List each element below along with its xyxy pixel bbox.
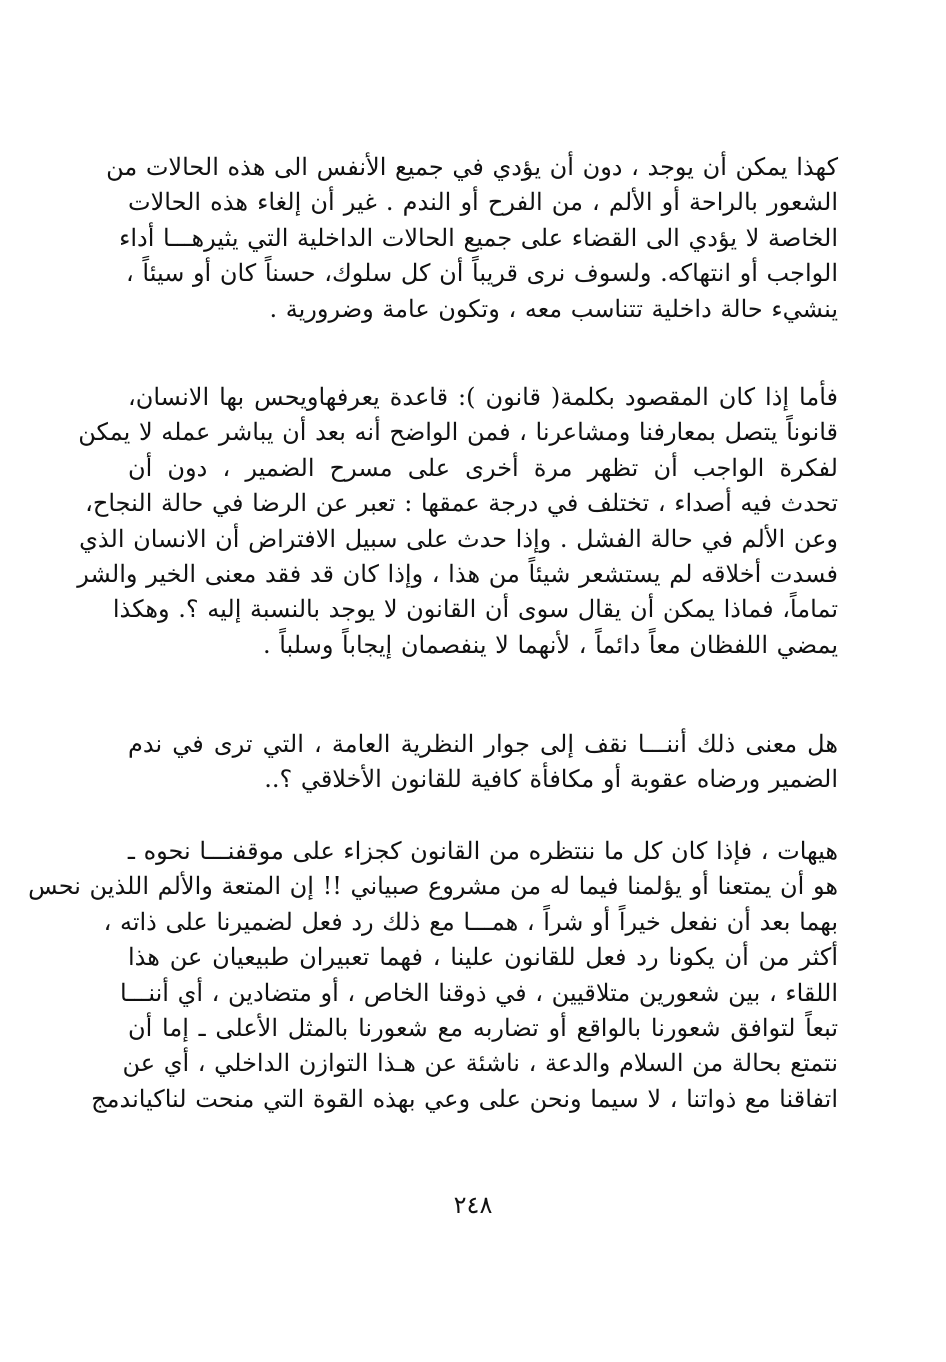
text-line: كهذا يمكن أن يوجد ، دون أن يؤدي في جميع الأنفس الى هذه الحالات من (106, 153, 838, 181)
text-line: تماماً، فماذا يمكن أن يقال سوى أن القانون لا يوجد بالنسبة إليه ؟. وهكذا (112, 595, 838, 624)
text-line: أكثر من أن يكونا رد فعل للقانون علينا ، فهما تعبيران طبيعيان عن هذا (128, 943, 838, 972)
text-line: هو أن يمتعنا أو يؤلمنا فيما له من مشروع صبياني !! إن المتعة والألم اللذين نحس (28, 872, 838, 901)
page-number: ٢٤٨ (453, 1191, 493, 1219)
text-line: وعن الألم في حالة الفشل . وإذا حدث على سبيل الافتراض أن الانسان الذي (79, 524, 838, 553)
text-line: الخاصة لا يؤدي الى القضاء على جميع الحالات الداخلية التي يثيرهـــا أداء (119, 223, 838, 252)
paragraph-1 (106, 150, 838, 327)
paragraph-3 (128, 727, 838, 798)
text-line: اتفاقنا مع ذواتنا ، لا سيما ونحن على وعي بهذه القوة التي منحت لناكياندمج (91, 1084, 838, 1113)
text-line: الضمير ورضاه عقوبة أو مكافأة كافية للقانون الأخلاقي ؟.. (264, 765, 838, 794)
text-line: يمضي اللفظان معاً دائماً ، لأنهما لا ينفصمان إيجاباً وسلباً . (262, 630, 838, 659)
paragraph-2 (77, 380, 838, 663)
text-line: اللقاء ، بين شعورين متلاقيين ، في ذوقنا الخاص ، أو متضادين ، أي أننـــا (119, 978, 838, 1007)
text-line: قانوناً يتصل بمعارفنا ومشاعرنا ، فمن الواضح أنه بعد أن يباشر عمله لا يمكن (78, 418, 838, 447)
text-line: نتمتع بحالة من السلام والدعة ، ناشئة عن هـذا التوازن الداخلي ، أي عن (122, 1049, 838, 1078)
text-line: الواجب أو انتهاكه. ولسوف نرى قريباً أن كل سلوك، حسناً كان أو سيئاً ، (126, 259, 838, 288)
text-line: تبعاً لتوافق شعورنا بالواقع أو تضاربه مع شعورنا بالمثل الأعلى ـ إما أن (128, 1013, 838, 1042)
text-line: لفكرة الواجب أن تظهر مرة أخرى على مسرح الضمير ، دون أن (128, 453, 838, 482)
text-line: ينشيء حالة داخلية تتناسب معه ، وتكون عامة وضرورية . (269, 294, 838, 323)
paragraph-4 (28, 834, 838, 1117)
text-line: هيهات ، فإذا كان كل ما ننتظره من القانون كجزاء على موقفنـــا نحوه ـ (127, 837, 838, 865)
text-line: تحدث فيه أصداء ، تختلف في درجة عمقها : تعبر عن الرضا في حالة النجاح، (85, 489, 838, 518)
text-line: فسدت أخلاقه لم يستشعر شيئاً من هذا ، وإذا كان قد فقد معنى الخير والشر (77, 559, 838, 588)
text-line: هل معنى ذلك أننـــا نقف إلى جوار النظرية العامة ، التي ترى في ندم (128, 730, 838, 758)
text-line: الشعور بالراحة أو الألم ، من الفرح أو الندم . غير أن إلغاء هذه الحالات (128, 188, 838, 217)
text-line: بهما بعد أن نفعل خيراً أو شراً ، همـــا مع ذلك رد فعل لضميرنا على ذاته ، (103, 907, 838, 936)
text-line: فأما إذا كان المقصود بكلمة( قانون ): قاعدة يعرفهاويحس بها الانسان، (128, 383, 838, 411)
